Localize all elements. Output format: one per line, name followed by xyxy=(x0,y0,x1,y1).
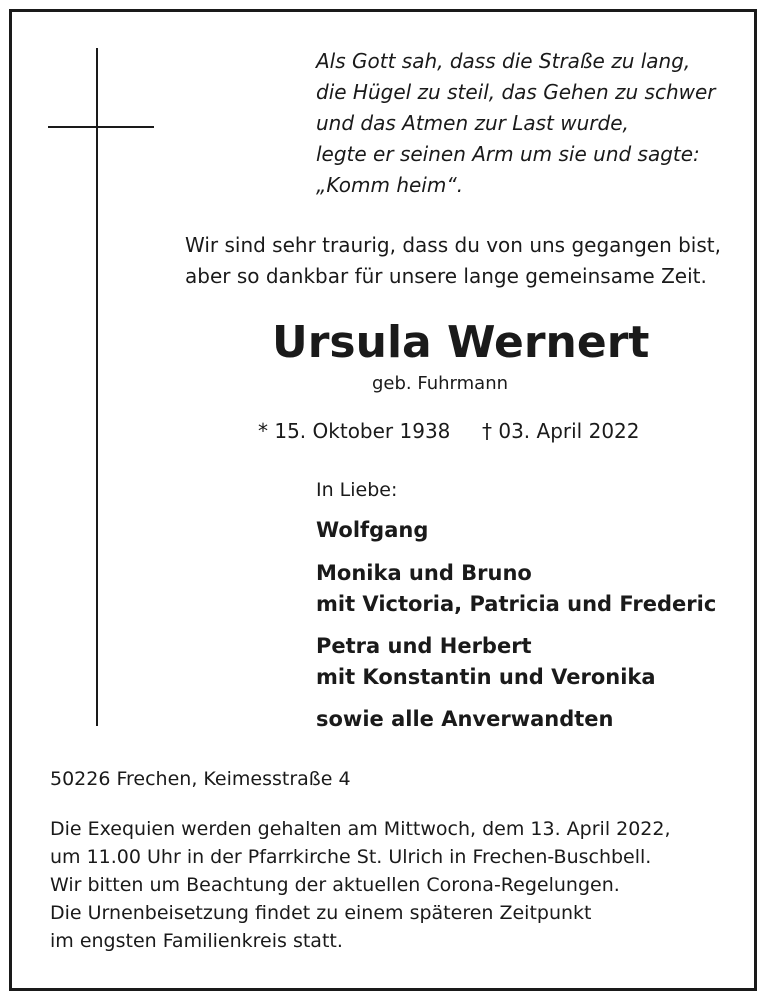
notice-line: Wir bitten um Beachtung der aktuellen Corona-Regelungen. xyxy=(50,874,620,896)
poem-line: Als Gott sah, dass die Straße zu lang, xyxy=(316,49,691,73)
mourner-line: Petra und Herbert xyxy=(316,634,532,658)
birth-name: geb. Fuhrmann xyxy=(372,373,509,394)
notice-line: um 11.00 Uhr in der Pfarrkirche St. Ulrich in Frechen-Buschbell. xyxy=(50,846,652,868)
intro-line: aber so dankbar für unsere lange gemeinsame Zeit. xyxy=(185,264,707,288)
mourner-line: mit Victoria, Patricia und Frederic xyxy=(316,592,717,616)
poem-line: die Hügel zu steil, das Gehen zu schwer xyxy=(316,80,716,104)
cross-horizontal-bar xyxy=(48,126,154,128)
birth-date: * 15. Oktober 1938 xyxy=(258,419,451,443)
mourner-line: Monika und Bruno xyxy=(316,561,532,585)
notice-line: im engsten Familienkreis statt. xyxy=(50,930,343,952)
mourner-line: mit Konstantin und Veronika xyxy=(316,665,656,689)
cross-vertical-bar xyxy=(96,48,98,726)
funeral-notice xyxy=(50,815,671,955)
mourner-line: Wolfgang xyxy=(316,518,429,542)
death-date: † 03. April 2022 xyxy=(482,419,640,443)
mourner-line: sowie alle Anverwandten xyxy=(316,707,614,731)
address-line: 50226 Frechen, Keimesstraße 4 xyxy=(50,768,351,790)
notice-line: Die Exequien werden gehalten am Mittwoch, dem 13. April 2022, xyxy=(50,818,671,840)
intro-text xyxy=(185,230,721,292)
poem-line: „Komm heim“. xyxy=(316,173,464,197)
intro-line: Wir sind sehr traurig, dass du von uns gegangen bist, xyxy=(185,233,721,257)
poem-line: legte er seinen Arm um sie und sagte: xyxy=(316,142,700,166)
mourners-heading: In Liebe: xyxy=(316,479,398,501)
notice-line: Die Urnenbeisetzung findet zu einem späteren Zeitpunkt xyxy=(50,902,592,924)
poem-verse xyxy=(316,46,716,201)
deceased-name: Ursula Wernert xyxy=(272,317,650,368)
poem-line: und das Atmen zur Last wurde, xyxy=(316,111,629,135)
